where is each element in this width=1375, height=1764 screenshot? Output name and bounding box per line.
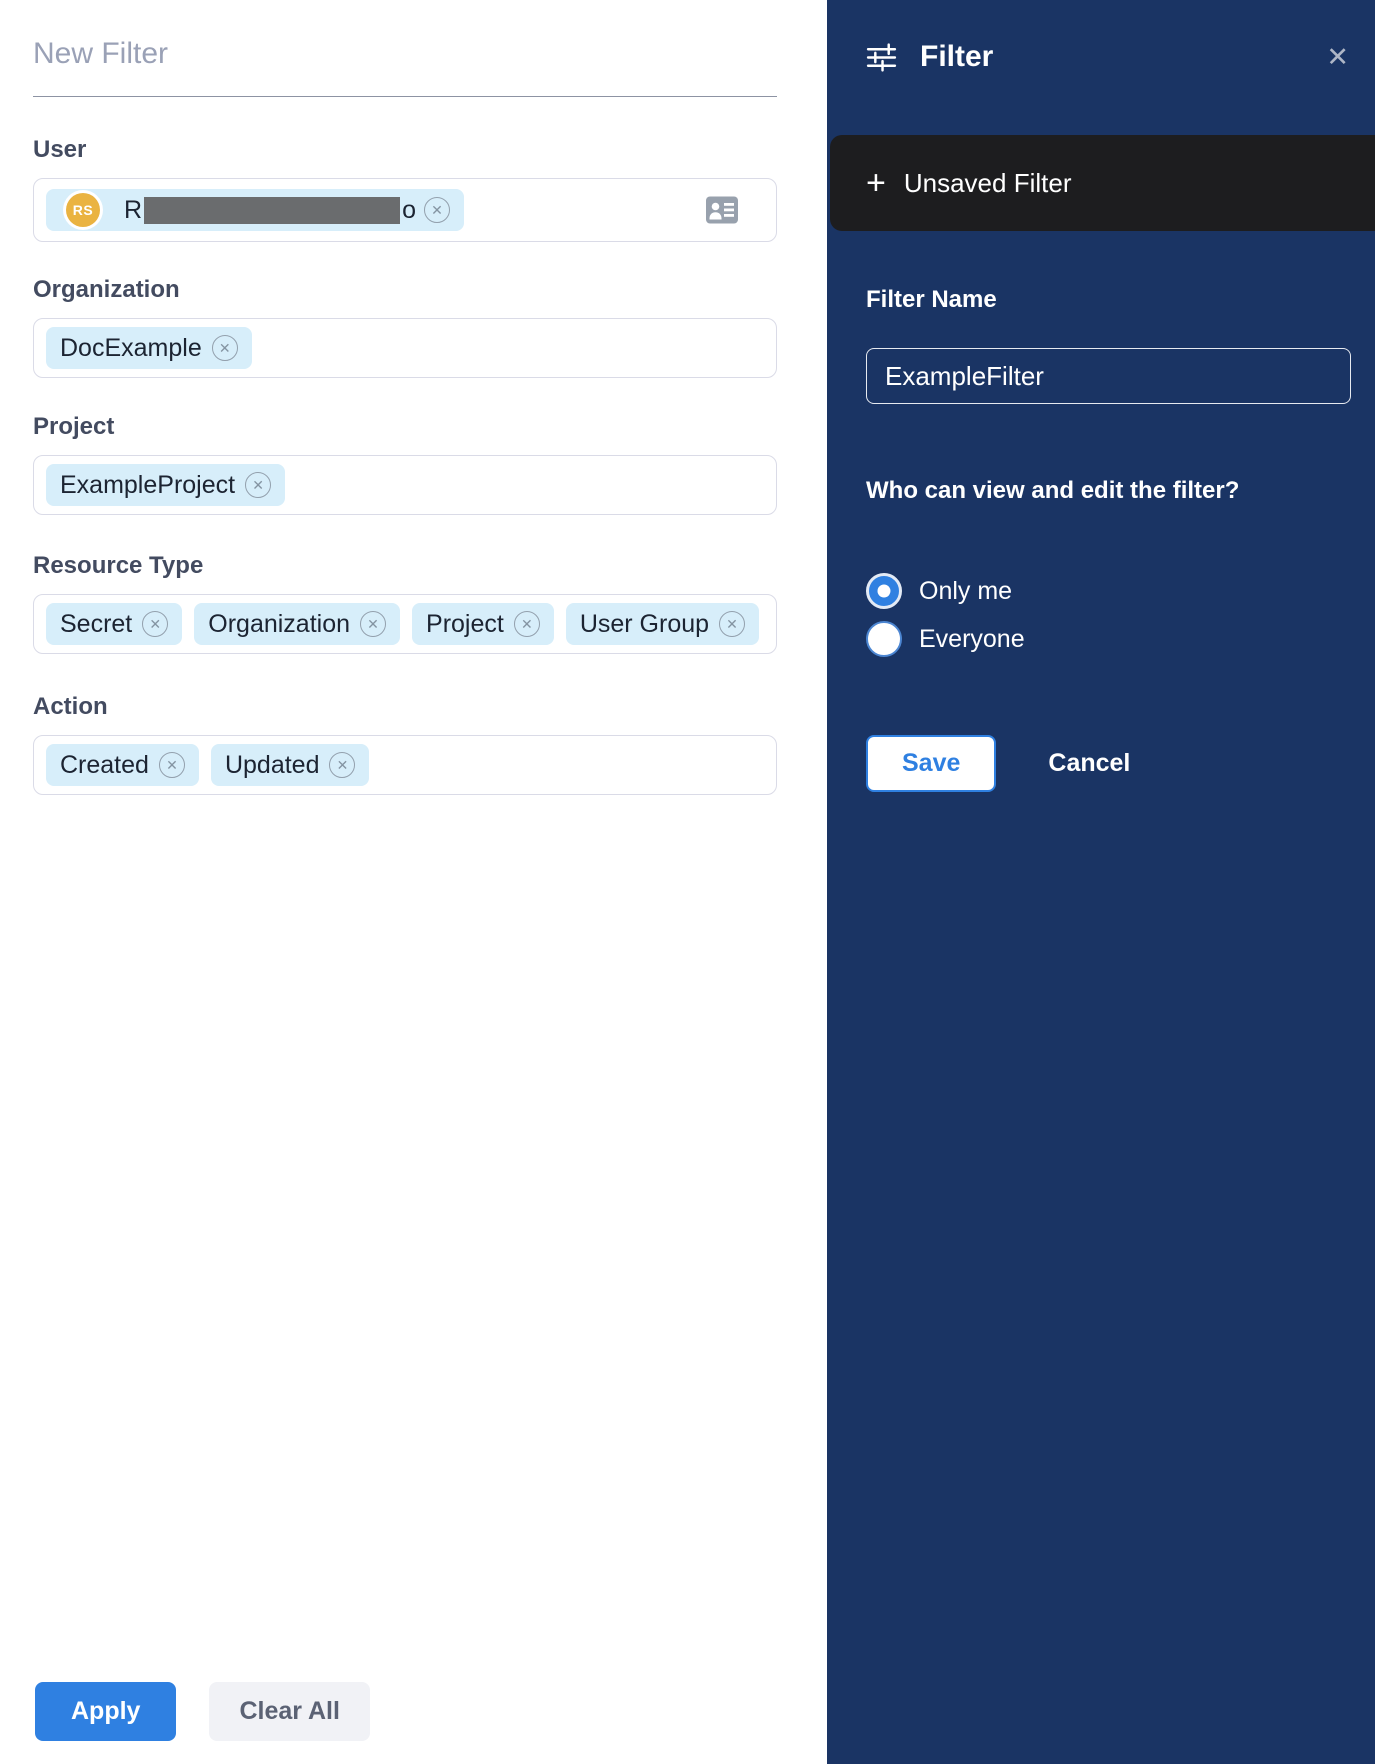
radio-option-only-me[interactable]	[866, 573, 1351, 609]
chip-label: ExampleProject	[60, 470, 236, 499]
project-field-box[interactable]	[33, 455, 777, 515]
project-chip	[46, 464, 285, 506]
cancel-button[interactable]: Cancel	[1048, 749, 1131, 777]
user-chip	[46, 189, 464, 231]
radio-selected-icon[interactable]	[866, 573, 902, 609]
radio-option-everyone[interactable]	[866, 621, 1351, 657]
action-field-label: Action	[33, 693, 108, 720]
user-name-prefix: R	[124, 195, 143, 224]
unsaved-filter-item[interactable]	[830, 135, 1375, 231]
user-avatar: RS	[66, 193, 100, 227]
remove-user-chip-icon[interactable]: ✕	[424, 197, 450, 223]
chip-label: User Group	[579, 609, 710, 638]
remove-chip-icon[interactable]: ✕	[719, 611, 745, 637]
user-field-label: User	[33, 136, 87, 163]
resource-chip-project	[412, 603, 554, 645]
filter-name-label: Filter Name	[866, 286, 997, 313]
remove-chip-icon[interactable]: ✕	[245, 472, 271, 498]
resource-chip-organization	[194, 603, 400, 645]
chip-label: Secret	[60, 609, 133, 638]
remove-chip-icon[interactable]: ✕	[212, 335, 238, 361]
remove-chip-icon[interactable]: ✕	[360, 611, 386, 637]
radio-label: Everyone	[919, 624, 1025, 653]
panel-header	[827, 0, 1375, 74]
user-field-box[interactable]	[33, 178, 777, 242]
plus-icon: +	[866, 164, 886, 202]
chip-label: DocExample	[60, 333, 202, 362]
chip-label: Project	[426, 609, 504, 638]
action-field-box[interactable]	[33, 735, 777, 795]
organization-field-box[interactable]	[33, 318, 777, 378]
resource-chip-secret	[46, 603, 182, 645]
save-filter-panel	[827, 0, 1375, 1764]
remove-chip-icon[interactable]: ✕	[159, 752, 185, 778]
radio-label: Only me	[919, 576, 1013, 605]
project-field-label: Project	[33, 413, 115, 440]
resource-type-field-label: Resource Type	[33, 552, 204, 579]
radio-unselected-icon[interactable]	[866, 621, 902, 657]
new-filter-name-input[interactable]: New Filter	[33, 36, 777, 97]
resource-chip-user-group	[566, 603, 759, 645]
organization-chip	[46, 327, 252, 369]
organization-field-label: Organization	[33, 276, 180, 303]
unsaved-filter-label: Unsaved Filter	[903, 167, 1072, 198]
remove-chip-icon[interactable]: ✕	[329, 752, 355, 778]
save-cancel-row	[866, 735, 1351, 792]
panel-title: Filter	[920, 40, 994, 73]
user-name-suffix: o	[402, 195, 416, 224]
redaction-bar	[144, 197, 400, 224]
remove-chip-icon[interactable]: ✕	[514, 611, 540, 637]
remove-chip-icon[interactable]: ✕	[142, 611, 168, 637]
chip-label: Created	[60, 750, 149, 779]
action-chip-created	[46, 744, 199, 786]
visibility-radio-group	[866, 573, 1351, 657]
save-button[interactable]: Save	[866, 735, 996, 792]
action-chip-updated	[211, 744, 370, 786]
clear-all-button[interactable]: Clear All	[209, 1682, 370, 1741]
resource-type-field-box[interactable]	[33, 594, 777, 654]
filter-actions-row	[35, 1682, 370, 1741]
sliders-icon	[865, 41, 898, 74]
close-icon[interactable]: ✕	[1326, 41, 1349, 72]
apply-button[interactable]: Apply	[35, 1682, 176, 1741]
chip-label: Updated	[224, 750, 320, 779]
filter-name-input[interactable]: ExampleFilter	[866, 348, 1351, 404]
panel-body	[827, 231, 1375, 792]
visibility-question: Who can view and edit the filter?	[866, 477, 1240, 504]
contact-card-icon[interactable]	[706, 197, 738, 224]
chip-label: Organization	[208, 609, 351, 638]
